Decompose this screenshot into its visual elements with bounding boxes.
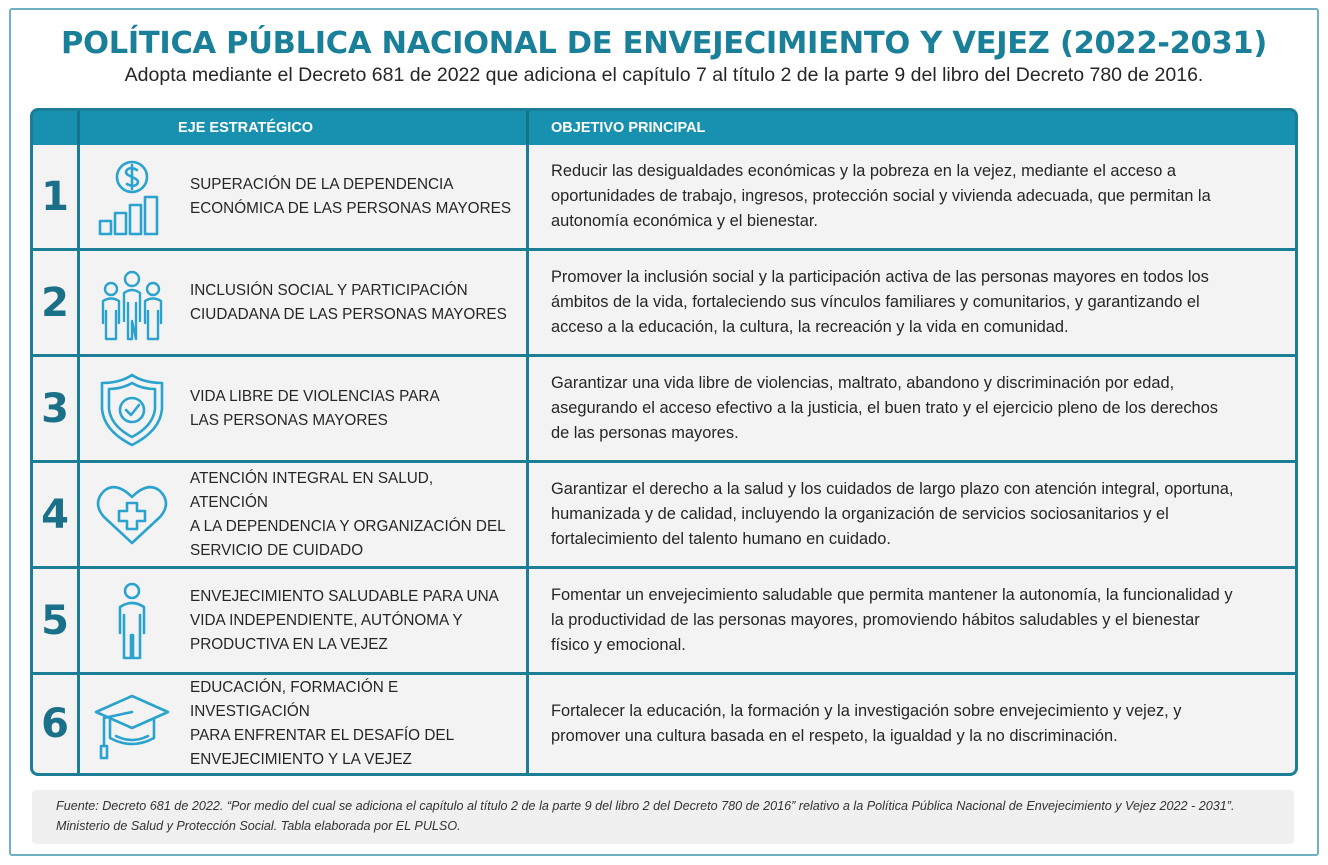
eje-text: EDUCACIÓN, FORMACIÓN E INVESTIGACIÓN PARA ENFRENTAR EL DESAFÍO DEL ENVEJECIMIENTO Y LA VEJEZ (190, 679, 455, 768)
shield-check-icon (94, 369, 170, 449)
table-row (33, 251, 1295, 354)
eje-cell (80, 145, 526, 248)
table-row (33, 569, 1295, 672)
person-icon (94, 581, 170, 661)
table-row (33, 357, 1295, 460)
objetivo-text: Promover la inclusión social y la participación activa de las personas mayores en todos los ámbitos de la vida, fortaleciendo sus vínculos familiares y comunitarios, y garantizando el acceso a la educación, la cultura, la recreación y la vida en comunidad. (551, 268, 1209, 336)
objetivo-cell (529, 463, 1295, 566)
objetivo-text: Reducir las desigualdades económicas y la pobreza en la vejez, mediante el acceso a oportunidades de trabajo, ingresos, protección social y vivienda adecuada, que permitan la autonomía económica y el bienestar. (551, 162, 1211, 230)
table-row (33, 145, 1295, 248)
row-number: 5 (41, 597, 69, 644)
page-title: POLÍTICA PÚBLICA NACIONAL DE ENVEJECIMIENTO Y VEJEZ (2022-2031) (61, 26, 1267, 61)
objetivo-cell (529, 675, 1295, 773)
eje-cell (80, 675, 526, 773)
family-group-icon (94, 263, 170, 343)
eje-cell (80, 357, 526, 460)
row-number: 1 (41, 173, 69, 220)
objetivo-cell (529, 251, 1295, 354)
header-objetivo: OBJETIVO PRINCIPAL (551, 120, 706, 136)
source-note: Fuente: Decreto 681 de 2022. “Por medio del cual se adiciona el capítulo al título 2 de la parte 9 del libro 2 del Decreto 780 de 2016” relativo a la Política Pública Nacional de Envejecimiento y Vejez 2022 - 2031”. Ministerio de Salud y Protección Social. Tabla elaborada por EL PULSO. (32, 790, 1294, 844)
objetivo-text: Garantizar una vida libre de violencias, maltrato, abandono y discriminación por edad, asegurando el acceso efectivo a la justicia, el buen trato y el ejercicio pleno de los derechos de las personas mayores. (551, 374, 1218, 442)
objetivo-text: Garantizar el derecho a la salud y los cuidados de largo plazo con atención integral, oportuna, humanizada y de calidad, incluyendo la organización de servicios sociosanitarios y el fortalecimiento del talento humano en cuidado. (551, 480, 1234, 548)
heart-cross-icon (94, 475, 170, 555)
objetivo-cell (529, 569, 1295, 672)
objetivo-text: Fortalecer la educación, la formación y la investigación sobre envejecimiento y vejez, y promover una cultura basada en el respeto, la igualdad y la no discriminación. (551, 702, 1182, 745)
row-number: 2 (41, 279, 69, 326)
row-number: 4 (41, 491, 69, 538)
eje-text: INCLUSIÓN SOCIAL Y PARTICIPACIÓN CIUDADANA DE LAS PERSONAS MAYORES (190, 281, 507, 323)
row-number: 3 (41, 385, 69, 432)
number-cell (33, 357, 77, 460)
header-divider (526, 111, 529, 145)
table-row (33, 675, 1295, 773)
eje-text: ATENCIÓN INTEGRAL EN SALUD, ATENCIÓN A LA DEPENDENCIA Y ORGANIZACIÓN DEL SERVICIO DE CUIDADO (190, 469, 506, 559)
eje-cell (80, 463, 526, 566)
eje-text: ENVEJECIMIENTO SALUDABLE PARA UNA VIDA INDEPENDIENTE, AUTÓNOMA Y PRODUCTIVA EN LA VEJEZ (190, 587, 499, 653)
objetivo-cell (529, 145, 1295, 248)
eje-text: VIDA LIBRE DE VIOLENCIAS PARA LAS PERSONAS MAYORES (190, 387, 440, 429)
number-cell (33, 675, 77, 773)
number-cell (33, 251, 77, 354)
number-cell (33, 463, 77, 566)
objetivo-text: Fomentar un envejecimiento saludable que permita mantener la autonomía, la funcionalidad y la productividad de las personas mayores, promoviendo hábitos saludables y el bienestar físico y emocional. (551, 586, 1233, 654)
eje-cell (80, 251, 526, 354)
number-cell (33, 145, 77, 248)
objetivo-cell (529, 357, 1295, 460)
graduation-cap-icon (94, 684, 170, 764)
page-subtitle: Adopta mediante el Decreto 681 de 2022 que adiciona el capítulo 7 al título 2 de la parte 9 del libro del Decreto 780 de 2016. (124, 64, 1204, 86)
header-divider (77, 111, 80, 145)
eje-cell (80, 569, 526, 672)
number-cell (33, 569, 77, 672)
strategy-table (30, 108, 1298, 776)
header-eje: EJE ESTRATÉGICO (178, 120, 314, 136)
money-growth-icon (94, 157, 170, 237)
table-header (33, 111, 1295, 145)
table-row (33, 463, 1295, 566)
eje-text: SUPERACIÓN DE LA DEPENDENCIA ECONÓMICA DE LAS PERSONAS MAYORES (190, 175, 512, 217)
row-number: 6 (41, 701, 69, 747)
